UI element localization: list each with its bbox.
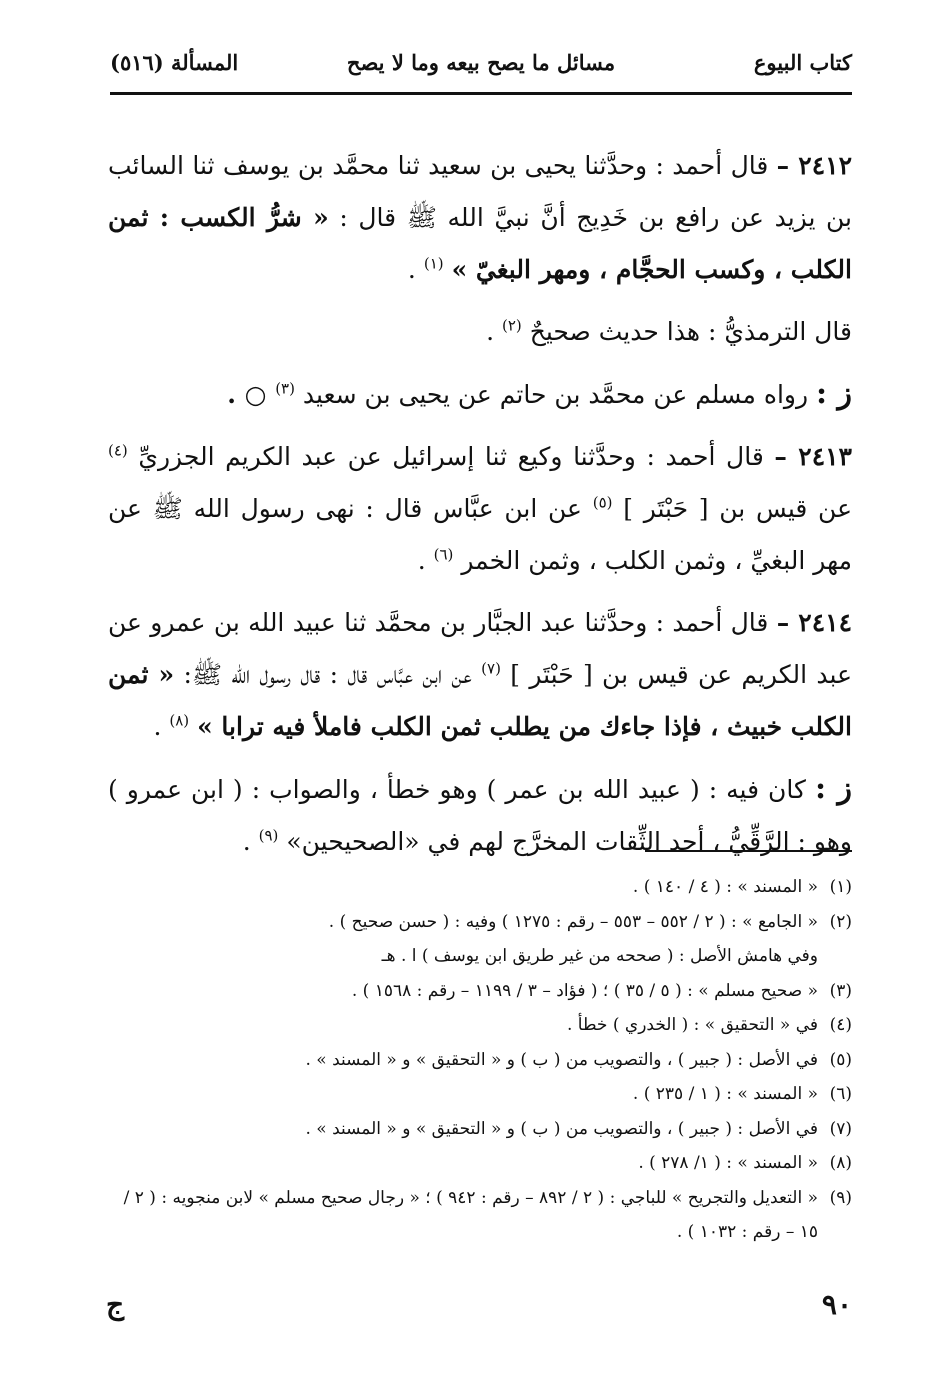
footnote-text: في « التحقيق » : ( الخدري ) خطأ . (567, 1015, 818, 1035)
footnote-ref: (٩) (258, 826, 279, 845)
para-tail: . (417, 546, 434, 575)
footnote-ref: (١) (423, 254, 444, 273)
footnote-ref: (٧) (481, 659, 501, 678)
footnote-number: (٩) (829, 1187, 852, 1208)
hadith-text-c: عن ابن عبَّاس قال : نهى رسول الله ﷺ عن مهر البغيِّ ، وثمن الكلب ، وثمن الخمر (108, 494, 852, 575)
header-book-title: كتاب البيوع (753, 50, 852, 75)
hadith-text: قال أحمد : وحدَّثنا وكيع ثنا إسرائيل عن عبد الكريم الجزريِّ (138, 442, 775, 471)
header-issue-number: المسألة (٥١٦) (110, 50, 239, 75)
footnote-ref: (٢) (502, 316, 522, 335)
footnote-number: (٥) (829, 1049, 852, 1070)
footnote-text: في الأصل : ( جبير ) ، والتصويب من ( ب ) و « التحقيق » و « المسند » . (305, 1049, 818, 1070)
signature-mark: ج (106, 1288, 125, 1321)
hadith-number: ٢٤١٤ – (776, 608, 852, 637)
hadith-2414 (108, 597, 852, 753)
footnote-1 (108, 870, 852, 905)
footnote-text: « المسند » : ( ٤ / ١٤٠ ) . (632, 877, 818, 897)
note-text: رواه مسلم عن محمَّد بن حاتم عن يحيى بن سعيد (302, 380, 816, 409)
main-text (108, 140, 852, 878)
hadith-text: قال أحمد : وحدَّثنا عبد الجبَّار بن محمَّد ثنا عبيد الله بن عمرو عن عبد الكريم عن قيس بن [ حَبْتَر ] (108, 608, 852, 689)
header-divider (110, 92, 852, 95)
footnote-ref: (٥) (592, 493, 613, 512)
footnote-text: « المسند » : ( ١/ ٢٧٨ ) . (638, 1153, 818, 1173)
footnote-2 (108, 905, 852, 940)
footnote-text: « الجامع » : ( ٢ / ٥٥٢ – ٥٥٣ – رقم : ١٢٧٥ ) وفيه : ( حسن صحيح ) . (328, 911, 818, 932)
zay-marker: ز : (815, 376, 852, 411)
footnotes (108, 870, 852, 1250)
hadith-quote: « ثمن الكلب خبيث ، فإذا جاءك من يطلب ثمن الكلب فاملأ فيه ترابا » (108, 660, 852, 741)
footnote-2-continued (108, 939, 852, 974)
footnote-ref: (٦) (433, 545, 454, 564)
footnote-divider (645, 850, 852, 852)
footnote-ref: (٤) (108, 441, 128, 460)
hadith-number: ٢٤١٢ – (776, 151, 852, 180)
hadith-text: قال أحمد : وحدَّثنا يحيى بن سعيد ثنا محمَّد بن يوسف ثنا السائب بن يزيد عن رافع بن خَدِيج أنَّ نبيَّ الله ﷺ قال : (108, 151, 852, 232)
para-tail: . (407, 255, 424, 284)
footnote-6 (108, 1077, 852, 1112)
footnote-number: (٢) (829, 911, 852, 932)
hadith-text-b: عن ابن عبَّاس قال : قال رسول الله ﷺ: (174, 660, 482, 689)
comment-text: قال الترمذيُّ : هذا حديث صحيحٌ (529, 317, 852, 346)
tirmidhi-comment (108, 306, 852, 358)
footnote-number: (٨) (829, 1153, 852, 1173)
header-chapter-title: مسائل ما يصح بيعه وما لا يصح (346, 50, 616, 75)
footnote-3 (108, 974, 852, 1009)
footnote-text: « صحيح مسلم » : ( ٥ / ٣٥ ) ؛ ( فؤاد – ٣ / ١١٩٩ – رقم : ١٥٦٨ ) . (351, 980, 818, 1001)
footnote-5 (108, 1043, 852, 1078)
footnote-8 (108, 1146, 852, 1181)
para-tail: . (242, 827, 259, 856)
hadith-2412 (108, 140, 852, 296)
footnote-text: « التعديل والتجريح » للباجي : ( ٢ / ٨٩٢ – رقم : ٩٤٢ ) ؛ « رجال صحيح مسلم » لابن منجويه : ( ٢ / ١٥ – رقم : ١٠٣٢ ) . (123, 1187, 818, 1242)
footnote-number: (٣) (829, 980, 852, 1001)
para-tail: . (486, 317, 502, 346)
footnote-number: (٤) (829, 1015, 852, 1035)
hadith-number: ٢٤١٣ – (774, 442, 852, 471)
footnote-ref: (٣) (275, 379, 295, 398)
zay-marker: ز : (814, 771, 853, 806)
running-header (110, 50, 852, 90)
note-text: كان فيه : ( عبيد الله بن عمر ) وهو خطأ ، والصواب : ( ابن عمرو ) وهو : الرَّقِّيُّ ، أحد الثِّقات المخرَّج لهم في «الصحيحين» (108, 775, 852, 856)
footnote-7 (108, 1112, 852, 1147)
hadith-quote: « شرُّ الكسب : ثمن الكلب ، وكسب الحجَّام ، ومهر البغيّ » (108, 203, 852, 284)
footnote-number: (٦) (829, 1084, 852, 1104)
footnote-9 (108, 1181, 852, 1250)
para-tail: . (153, 712, 170, 741)
page-number: ٩٠ (821, 1288, 852, 1321)
footnote-4 (108, 1008, 852, 1043)
footnote-number: (١) (829, 877, 852, 897)
hadith-2413 (108, 431, 852, 587)
zawaid-note-2 (108, 763, 852, 868)
footnote-text: في الأصل : ( جبير ) ، والتصويب من ( ب ) و « التحقيق » و « المسند » . (305, 1118, 818, 1139)
hadith-text-b: عن قيس بن [ حَبْتَر ] (623, 494, 852, 523)
zawaid-note-1 (108, 368, 852, 421)
footnote-text: « المسند » : ( ١ / ٢٣٥ ) . (632, 1084, 818, 1104)
footnote-number: (٧) (829, 1118, 852, 1139)
para-tail: ○ . (227, 380, 276, 409)
footnote-text: وفي هامش الأصل : ( صححه من غير طريق ابن يوسف ) ا . هـ (381, 946, 818, 966)
footnote-ref: (٨) (169, 711, 190, 730)
